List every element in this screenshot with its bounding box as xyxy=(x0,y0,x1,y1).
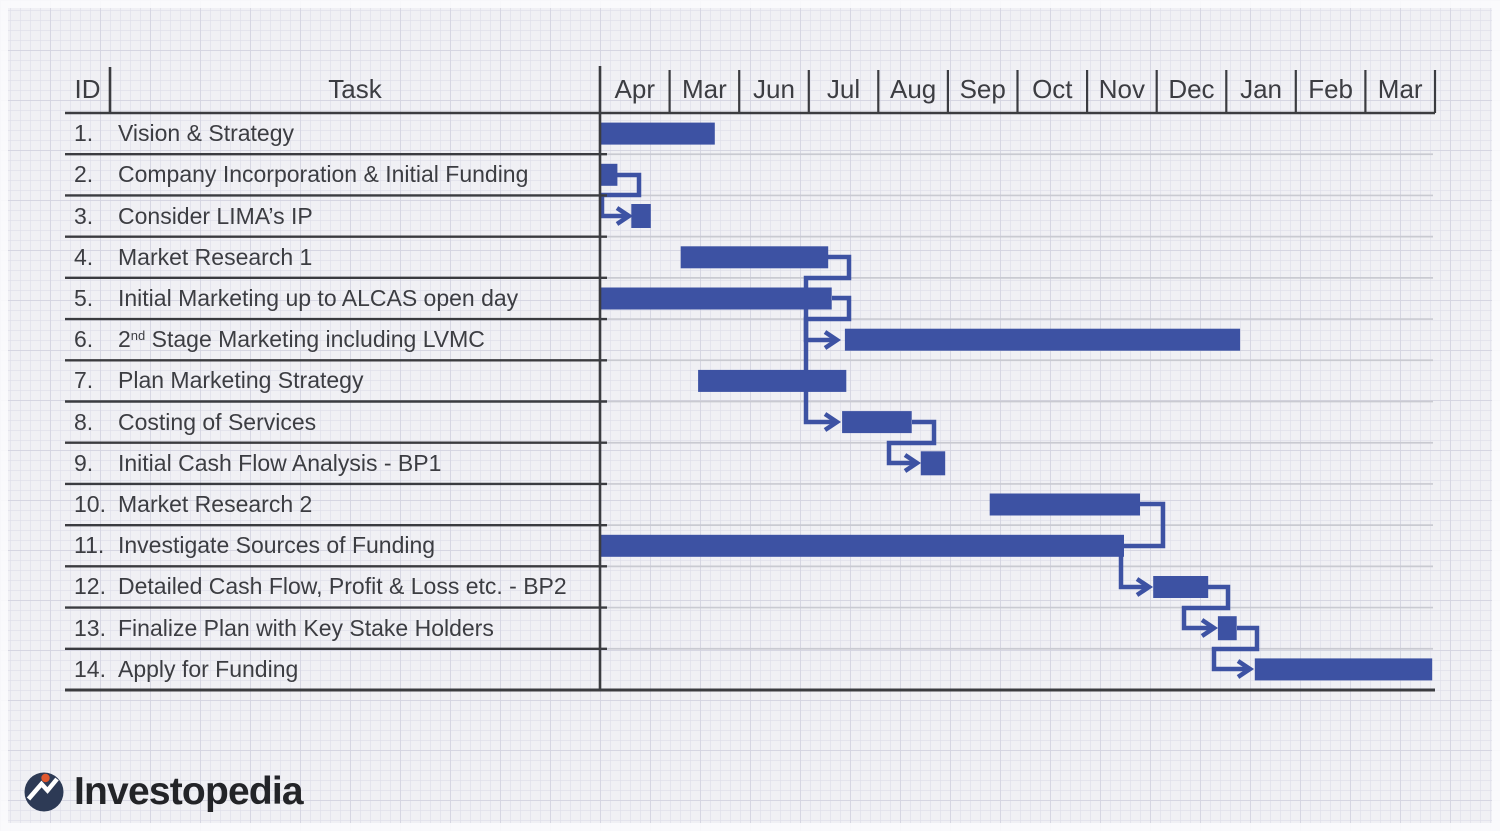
task-number: 11. xyxy=(74,532,105,559)
task-number: 6. xyxy=(74,326,94,353)
task-row xyxy=(0,360,600,401)
month-label xyxy=(1226,66,1296,113)
month-label xyxy=(739,66,809,113)
task-row xyxy=(0,649,600,690)
task-row xyxy=(0,237,600,278)
task-label: Plan Marketing Strategy xyxy=(118,367,364,394)
task-label-part: Stage Marketing including LVMC xyxy=(145,326,485,353)
investopedia-wordmark: Investopedia xyxy=(74,770,303,813)
investopedia-logo-icon xyxy=(22,770,66,814)
month-label-text: Jun xyxy=(752,74,795,104)
connector-arrowhead-icon xyxy=(617,208,629,224)
task-number: 7. xyxy=(74,367,94,394)
task-bar xyxy=(600,123,715,145)
connector-arrowhead-icon xyxy=(825,332,837,348)
month-label-text: Oct xyxy=(1032,74,1073,104)
month-label-text: Sep xyxy=(959,74,1006,104)
logo-dot-icon xyxy=(41,774,49,782)
task-label: Apply for Funding xyxy=(118,655,299,682)
task-row xyxy=(0,113,600,154)
task-number: 4. xyxy=(74,243,94,270)
task-label-part: 2 xyxy=(118,326,131,353)
month-label xyxy=(1157,66,1227,113)
connector-arrowhead-icon xyxy=(825,414,837,430)
month-label-text: Aug xyxy=(889,74,937,104)
task-row xyxy=(0,608,600,649)
task-number: 12. xyxy=(74,573,106,600)
month-label xyxy=(600,66,670,113)
task-bar xyxy=(1255,658,1432,680)
task-label-part: nd xyxy=(130,328,146,344)
dependency-connector xyxy=(806,257,849,340)
month-label-text: Mar xyxy=(1377,74,1423,104)
task-number: 14. xyxy=(74,655,106,682)
month-label-text: Dec xyxy=(1168,74,1215,104)
task-row xyxy=(0,525,600,566)
task-label: Initial Cash Flow Analysis - BP1 xyxy=(118,449,442,476)
task-number: 13. xyxy=(74,614,106,641)
task-number: 10. xyxy=(74,491,106,518)
task-label xyxy=(118,326,485,353)
month-label-text: Mar xyxy=(681,74,727,104)
connector-arrowhead-icon xyxy=(905,455,917,471)
dependency-connector xyxy=(1214,628,1257,669)
task-row xyxy=(0,484,600,525)
task-label: Initial Marketing up to ALCAS open day xyxy=(118,284,519,311)
task-label: Costing of Services xyxy=(118,408,317,435)
task-bar xyxy=(681,246,829,268)
task-row xyxy=(0,154,600,195)
month-label-text: Feb xyxy=(1308,74,1354,104)
month-label-text: Nov xyxy=(1098,74,1145,104)
task-number: 1. xyxy=(74,120,94,147)
task-label: Market Research 2 xyxy=(118,491,313,518)
task-bar xyxy=(698,370,846,392)
dependency-connector xyxy=(1184,587,1228,628)
month-label-text: Jul xyxy=(826,74,861,104)
month-label xyxy=(809,66,879,113)
month-label-text: Jan xyxy=(1240,74,1282,104)
task-label: Consider LIMA’s IP xyxy=(118,202,313,229)
month-label xyxy=(1296,66,1366,113)
milestone-bar xyxy=(631,204,651,228)
connector-arrowhead-icon xyxy=(1137,579,1149,595)
task-label: Finalize Plan with Key Stake Holders xyxy=(118,614,494,641)
task-number: 5. xyxy=(74,284,94,311)
task-bar xyxy=(845,329,1240,351)
task-number: 2. xyxy=(74,161,94,188)
month-label-text: Apr xyxy=(614,74,656,104)
milestone-bar xyxy=(1218,616,1237,640)
task-label: Market Research 1 xyxy=(118,243,313,270)
task-bar xyxy=(600,288,832,310)
month-label xyxy=(1087,66,1157,113)
task-bar xyxy=(600,164,617,186)
header-task: Task xyxy=(328,74,382,104)
task-row xyxy=(0,566,600,607)
investopedia-logo xyxy=(22,770,303,814)
milestone-bar xyxy=(921,451,945,475)
month-label xyxy=(1018,66,1088,113)
dependency-connector xyxy=(806,298,849,422)
task-number: 9. xyxy=(74,449,94,476)
task-number: 3. xyxy=(74,202,94,229)
task-row xyxy=(0,319,600,360)
task-label: Company Incorporation & Initial Funding xyxy=(118,161,529,188)
month-label xyxy=(948,66,1018,113)
task-label: Vision & Strategy xyxy=(118,120,295,147)
dependency-connector xyxy=(889,422,934,463)
task-row xyxy=(0,278,600,319)
task-label: Detailed Cash Flow, Profit & Loss etc. - BP2 xyxy=(118,573,567,600)
task-number: 8. xyxy=(74,408,94,435)
header-id: ID xyxy=(74,74,101,104)
connector-arrowhead-icon xyxy=(1202,620,1214,636)
dependency-connector xyxy=(602,175,639,216)
month-label xyxy=(1365,66,1435,113)
task-row xyxy=(0,195,600,236)
task-row xyxy=(0,443,600,484)
task-bar xyxy=(600,535,1124,557)
dependency-connector xyxy=(1121,504,1163,587)
task-bar xyxy=(1153,576,1208,598)
task-row xyxy=(0,402,600,443)
month-label xyxy=(670,66,740,113)
month-label xyxy=(878,66,948,113)
task-bar xyxy=(842,411,912,433)
task-label: Investigate Sources of Funding xyxy=(118,532,436,559)
connector-arrowhead-icon xyxy=(1238,661,1250,677)
task-bar xyxy=(990,494,1140,516)
